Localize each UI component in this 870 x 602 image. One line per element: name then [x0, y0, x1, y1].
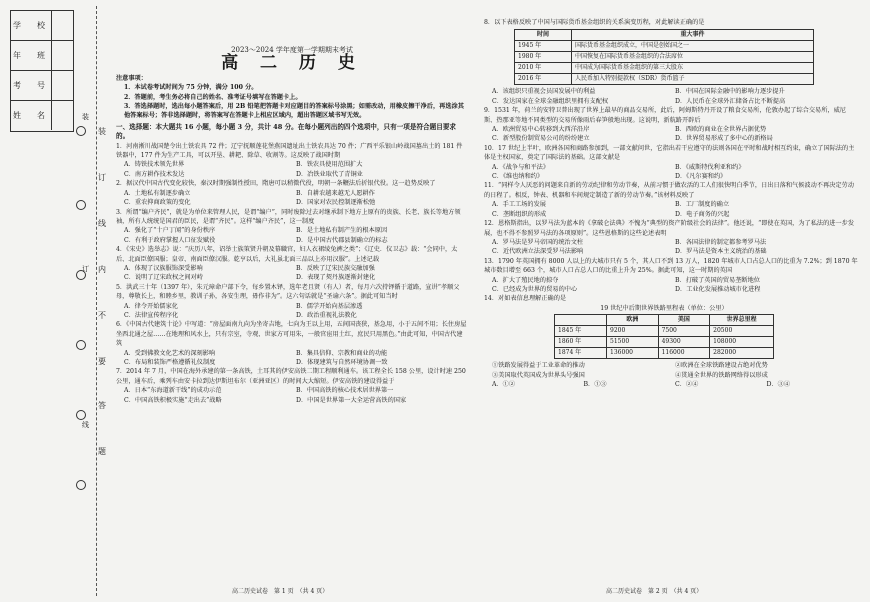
option[interactable]: B．各国法律的制定都参考罗马法 [675, 238, 767, 246]
page-footer-left: 高二历史试卷 第 1 页 （共 4 页） [232, 588, 329, 595]
option[interactable]: D．中国是世界第一大全运营高铁的国家 [296, 396, 407, 404]
table-row [515, 52, 814, 63]
table-row [515, 41, 814, 52]
table-cell: 116000 [658, 348, 710, 359]
question-stem: 2．据汉代中国古代变化较快，秦汉时期强制性授田，隋唐可以稍微代役，明朝一条鞭法后折银代役。这一趋势反映了 [116, 180, 436, 188]
option[interactable]: D．人民币在全球外汇储备占比不断提高 [675, 97, 786, 105]
option[interactable]: D．工业化发展推动城市化进程 [675, 285, 761, 293]
section-heading: 一、选择题：本大题共 16 小题，每小题 3 分，共计 48 分。在每小题列出的四个选项中，只有一项是符合题目要求的。 [116, 122, 457, 141]
option-row [116, 311, 468, 320]
option[interactable]: A．①② [492, 380, 516, 388]
table-cell: 国际货币基金组织成立，中国是创始国之一 [572, 41, 814, 52]
option[interactable]: D．③④ [766, 380, 791, 388]
option-row [484, 87, 858, 96]
option[interactable]: C．法律宣传程序化 [124, 311, 179, 319]
student-info-box [10, 10, 74, 132]
question-stem: 10．17 世纪上半叶，欧洲各国和商路参加到，一部文献问世，它指出若干应遵守的法则各国在平时和战时相互约束，确立了国际法的主体是主权国家，奠定了国际法的基础。这部文献是 [484, 144, 855, 162]
option[interactable]: D．世界贸易形成了多中心的新格局 [675, 135, 773, 143]
option-row [484, 238, 858, 247]
option-row [116, 198, 468, 207]
note-item: 2．答题前，考生务必将自己的姓名、准考证号填写在答题卡上。 [124, 93, 302, 101]
side-mark: 装 [82, 113, 89, 121]
table-header: 欧洲 [607, 315, 659, 326]
option[interactable]: A．体现了汉族服饰深受影响 [124, 264, 203, 272]
option-row [484, 163, 858, 172]
option[interactable]: D．是中国古代郡县制确立的标志 [296, 236, 388, 244]
option[interactable]: A．日本“东海道新干线”的成功示范 [124, 387, 222, 395]
question-stem: 11．“同样令人厌恶的问题来自新的劳动纪律和劳动节奏，从前习惯于做农活的工人们很快明白季节，日出日落和气候波动不再决定劳动的日程了。相反，钟表、机器和车间规定制造了新的劳动节奏。”该材料反映了 [484, 182, 854, 199]
question-stem: 13．1790 年英国拥有 8000 人以上的大城市只有 5 个，其人口不到 13 万人，1820 年城市人口占总人口的比重为 7.2%；到 1870 年城市数目增至 663 个，城市人口占总人口的比重上升为 25%。据此可知，这一时期的英国 [484, 257, 858, 275]
question-stem: 4．《宋史》选举志》说：“庆历八年，诏举士族策贤升朝及幕職官，妇人衣裙绫兔裤之类”；《辽史．仪卫志》载：“会同中，太后、北面臣僚国服；皇帝、南面臣僚汉服。乾亨以后，大礼虽北面三品以上亦用汉服”。上述记载 [116, 246, 458, 263]
option[interactable]: A．该组织只重视会员国发展中的利益 [492, 88, 596, 96]
option[interactable]: C．近代欧洲立法深受罗马法影响 [492, 248, 584, 256]
option-row [484, 285, 858, 294]
option-row [484, 247, 858, 256]
option[interactable]: A．《战争与和平法》 [492, 163, 550, 171]
option[interactable]: D．电子商务的兴起 [675, 210, 730, 218]
option[interactable]: D．表现了契丹族逐渐封建化 [296, 274, 376, 282]
binding-dash-line [96, 6, 97, 596]
option[interactable]: A．强化了“十户丁闻”的身份秩序 [124, 227, 216, 235]
option[interactable]: A．扩大了殖民地的掠夺 [492, 276, 559, 284]
option[interactable]: B．集具信仰、宗教和商业的功能 [296, 349, 388, 357]
option-row [116, 273, 468, 282]
seal-char: 题 [98, 447, 106, 456]
note-item: 1．本试卷考试时间为 75 分钟，满分 100 分。 [124, 84, 258, 92]
option[interactable]: C．南方耕作技术发达 [124, 170, 185, 178]
option[interactable]: D．《凡尔赛和约》 [675, 173, 727, 181]
info-row-school [11, 11, 73, 41]
question-stem: 14．对如表信息理解正确的是 [484, 295, 567, 303]
option-row [484, 97, 858, 106]
option[interactable]: B．自耕农越来越无人愿耕作 [296, 189, 375, 197]
option-row [116, 170, 468, 179]
table-row [515, 63, 814, 74]
info-cell[interactable] [51, 101, 73, 130]
page-footer-right: 高二历史试卷 第 2 页 （共 4 页） [606, 588, 703, 595]
option[interactable]: C．《维也纳和约》 [492, 173, 544, 181]
option[interactable]: B．中国高铁的核心技术居世界第一 [296, 387, 394, 395]
seal-char: 要 [98, 357, 106, 366]
q14-table [554, 314, 774, 359]
binding-hole [76, 410, 86, 420]
info-cell[interactable] [51, 71, 73, 100]
info-cell[interactable] [51, 11, 73, 40]
table-cell: 2016 年 [515, 74, 572, 85]
seal-char: 内 [98, 265, 106, 274]
side-mark: 线 [82, 421, 89, 429]
statement-row [484, 371, 858, 380]
option[interactable]: D．国家对农民控制逐渐松弛 [296, 199, 376, 207]
table-cell: 1945 年 [515, 41, 572, 52]
q14-table-title: 19 世纪中后期世界铁路里程表（单位：公里） [600, 304, 728, 312]
question-stem: 5．洪武三十年（1397 年），朱元璋命户部下令，每乡置木铎，选年老且贤（有人）者，每月六次持铎循于道路，宣讲“孝顺父母，尊敬长上，和睦乡里，教训子孙，各安生理，毋作非为”。这六句话就是“圣谕六条”。据此可知当时 [116, 283, 460, 301]
note-item: 3．答选择题时，选出每小题答案后，用 2B 铅笔把答题卡对应题目的答案标号涂黑；如需改动，用橡皮擦干净后，再选涂其他答案标号；答非选择题时，将答案写在答题卡上相应区域内，超出答题区域书写无效。 [124, 103, 464, 120]
table-cell: 2010 年 [515, 63, 572, 74]
option[interactable]: D．政治重视礼法教化 [296, 311, 357, 319]
option-row [116, 226, 468, 235]
question-stem: 8．以下表格反映了中国与国际货币基金组织的关系演变历程，对此解读正确的是 [484, 19, 705, 26]
option[interactable]: A．铸铁技术领先世界 [124, 161, 185, 169]
info-row-name [11, 101, 73, 130]
option[interactable]: B．打破了英国的贸易垄断地位 [675, 276, 760, 284]
table-row [555, 326, 774, 337]
table-cell: 1980 年 [515, 52, 572, 63]
option[interactable]: B．反映了辽宋民族交融加强 [296, 264, 375, 272]
option[interactable]: A．罗马法是罗马帝国的统治文柱 [492, 238, 584, 246]
table-cell: 136000 [607, 348, 659, 359]
option[interactable]: C．有利于政府掌握人口征发赋役 [124, 236, 216, 244]
table-header [555, 315, 607, 326]
table-cell: 20500 [710, 326, 774, 337]
option[interactable]: B．工厂制度的确立 [675, 201, 730, 209]
exam-name: 2023～2024 学年度第一学期期末考试 [231, 46, 353, 54]
table-cell: 7500 [658, 326, 710, 337]
binding-hole [76, 340, 86, 350]
info-label: 姓 名 [13, 111, 49, 120]
option[interactable]: A．受到佛教文化艺术的深刻影响 [124, 349, 216, 357]
binding-margin [0, 0, 112, 602]
statement: ④贯通全世界的铁路网络得以形成 [675, 371, 768, 379]
option[interactable]: C．新型股份制贸易公司的纷纷建立 [492, 135, 590, 143]
question-stem: 1．河南淅川战国楚令出土铁农具 72 件；辽宁抚顺莲花堡燕国遗址出土铁农具达 70 件；广西平乐银山岭战国墓出土的 181 件铁器中，177 件为生产工具，可以开垦、耕耙、除草、收割等。这反映了战国时期 [116, 142, 463, 160]
table-cell: 1845 年 [555, 326, 607, 337]
table-header: 重大事件 [572, 30, 814, 41]
table-row [555, 337, 774, 348]
option[interactable]: C．重农抑商政策的变化 [124, 199, 191, 207]
option[interactable]: C．中国高铁积极实施“走出去”战略 [124, 396, 222, 404]
notes-heading: 注意事项： [116, 74, 147, 82]
q8-table [514, 29, 814, 85]
table-header: 时间 [515, 30, 572, 41]
option[interactable]: A．土地私有制逐步确立 [124, 189, 191, 197]
option-row [116, 396, 468, 405]
seal-char: 不 [98, 311, 106, 320]
option[interactable]: C．发达国家在全球金融组织里拥有支配权 [492, 97, 609, 105]
table-cell: 51500 [607, 337, 659, 348]
table-cell: 49300 [658, 337, 710, 348]
info-row-class [11, 41, 73, 71]
option[interactable]: B．西欧的商业在全世界占据优势 [675, 126, 767, 134]
option[interactable]: A．律令开始儒家化 [124, 302, 178, 310]
option-row [116, 160, 468, 169]
option-row [116, 189, 468, 198]
left-column [116, 18, 468, 405]
option-row [116, 349, 468, 358]
statement-row [484, 361, 858, 370]
option[interactable]: C．垄断组织的形成 [492, 210, 547, 218]
option[interactable]: B．①③ [583, 380, 607, 388]
page-title: 高 二 历 史 [221, 53, 363, 74]
option-row [484, 125, 858, 134]
option-row [484, 200, 858, 209]
option[interactable]: B．《威斯特伐利亚和约》 [675, 163, 745, 171]
option[interactable]: D．冶铁业取代了青铜业 [296, 170, 363, 178]
option[interactable]: A．手工工场的发展 [492, 201, 546, 209]
seal-char: 订 [98, 173, 106, 182]
question-stem: 3．所谓“编户齐民”，就是为单位来管理人民，是谓“编户”，同时废除过去对继承制下地方上原有的贵族、长老、族长等地方领袖，所有人统统是国君的臣民，是谓“齐民”。这样“编户齐民”，这一制度 [116, 208, 461, 225]
right-column [484, 18, 858, 389]
option[interactable]: C．布局和装饰严格遵循礼仪制度 [124, 359, 216, 366]
table-cell: 282000 [710, 348, 774, 359]
question-stem: 7．2014 年 7 月，中国在海外承建的第一条高铁，土耳其的伊安高铁二期工程顺利通车。该工程全长 158 公里，设计时速 250 公里，通车后，乘列车由安卡拉到达伊斯坦布尔（亚洲亚区）的时间大大缩短。伊安高铁的建设得益于 [116, 368, 466, 385]
option-row [484, 134, 858, 143]
table-cell: 中国成为国际货币基金组织的第三大股东 [572, 63, 814, 74]
table-cell: 中国恢复在国际货币基金组织的合法席位 [572, 52, 814, 63]
option[interactable]: A．欧洲贸易中心转移到大西洋沿岸 [492, 126, 590, 134]
option-row [116, 386, 468, 395]
statement: ①铁路发展得益于工业革命的推动 [492, 362, 585, 370]
question-stem: 12．恩格斯指出，以罗马法为蓝本的《拿破仑法典》不愧为“典型的资产阶级社会的法律”。他还说，“即使在英国，为了私法的进一步发展，也不得不参照罗马法的各项原则”。这些恩格斯的这些论述表明 [484, 220, 855, 237]
binding-hole [76, 126, 86, 136]
info-label: 考 号 [13, 81, 49, 90]
info-label: 年 班 [13, 51, 49, 60]
info-cell[interactable] [51, 41, 73, 70]
option-row [484, 172, 858, 181]
option[interactable]: B．中国在国际金融中的影响力逐步提升 [675, 88, 785, 96]
option[interactable]: C．说明了辽宋政权之间对峙 [124, 274, 203, 282]
table-row [555, 348, 774, 359]
option[interactable]: C．②④ [675, 380, 699, 388]
table-header: 世界总里程 [710, 315, 774, 326]
option-row [116, 302, 468, 311]
option[interactable]: D．体现建筑与自然环境协调一致 [296, 359, 388, 366]
option-row [484, 380, 858, 389]
statement: ③美国取代英国成为世界头号强国 [492, 371, 585, 379]
question-stem: 9．1531 年，荷兰的安特卫普出现了世界上最早的商品交易所，此后，阿姆斯特丹开设了粮食交易所，伦敦办起了综合交易所，威尼斯、热那亚等地不同类型的交易所像雨后春笋般地出现。这说明，新航路开辟后 [484, 107, 846, 124]
option[interactable]: B．铁农具使用范围扩大 [296, 161, 363, 169]
seal-char: 线 [98, 219, 106, 228]
option-row [116, 358, 468, 367]
question-list [484, 106, 858, 294]
table-cell: 9200 [607, 326, 659, 337]
info-row-number [11, 71, 73, 101]
option[interactable]: B．是土地私有制产生的根本原因 [296, 227, 388, 235]
table-header: 美国 [658, 315, 710, 326]
binding-hole [76, 480, 86, 490]
question-stem: 6．《中国古代建筑十论》中写道：“房屋面南九向为坐寄吉地，七向为王以上用，五间国丧狭，基急用，小于五间不用；长住房屋坐西北通之屋……在地理和风水上，只有宗室，寺观、世家方可用朱，一般官宦用土红，庶民只用黑色。”由此可知，中国古代建筑 [116, 321, 467, 348]
option[interactable]: D．罗马法是资本主义统治的基础 [675, 248, 767, 256]
table-cell: 1860 年 [555, 337, 607, 348]
table-cell: 1874 年 [555, 348, 607, 359]
side-mark: 订 [82, 265, 89, 273]
option[interactable]: B．儒学开始向基层渗透 [296, 302, 363, 310]
binding-hole [76, 200, 86, 210]
statement: ②欧洲在全球铁路建设占绝对优势 [675, 362, 768, 370]
table-row [515, 74, 814, 85]
option[interactable]: C．已经成为世界的贸易的中心 [492, 285, 578, 293]
option-row [484, 276, 858, 285]
seal-char: 答 [98, 401, 106, 410]
option-row [116, 236, 468, 245]
info-label: 学 校 [13, 21, 49, 30]
seal-char: 装 [98, 127, 106, 136]
table-cell: 108000 [710, 337, 774, 348]
option-row [484, 210, 858, 219]
option-row [116, 264, 468, 273]
question-list [116, 142, 468, 405]
table-cell: 人民币加入特别提款权（SDR）货币篮子 [572, 74, 814, 85]
